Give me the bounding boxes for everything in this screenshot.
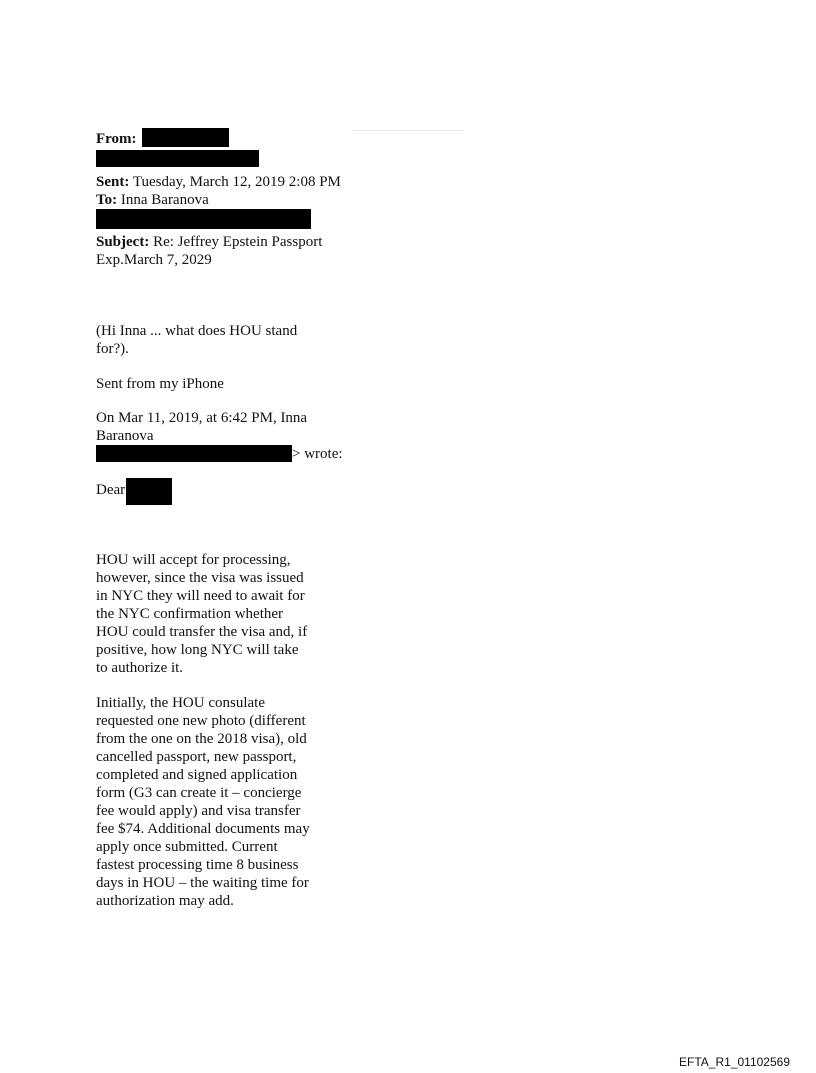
from-label: From: bbox=[96, 131, 137, 147]
body-paragraph-1: HOU will accept for processing, however, since the visa was issued in NYC they will need to await for the NYC confirmation whether HOU could transfer the visa and, if positive, how long NYC will take to authorize it. bbox=[96, 552, 308, 676]
redaction-block bbox=[96, 209, 311, 229]
wrote-text: > wrote: bbox=[292, 446, 343, 462]
from-line bbox=[96, 130, 346, 150]
body-paragraph-2: Initially, the HOU consulate requested one new photo (different from the one on the 2018 visa), old cancelled passport, new passport, completed and signed application form (G3 can create it – concierge fee would apply) and visa transfer fee $74. Additional documents may apply once submitted. Current fastest processing time 8 business days in HOU – the waiting time for authorization may add. bbox=[96, 695, 310, 909]
greeting-text: Dear bbox=[96, 482, 126, 498]
sent-label: Sent: bbox=[96, 174, 130, 190]
subject-label: Subject: bbox=[96, 234, 150, 250]
quote-address-line bbox=[96, 445, 346, 463]
sent-value: Tuesday, March 12, 2019 2:08 PM bbox=[132, 174, 341, 190]
email-header bbox=[96, 128, 346, 269]
email-column bbox=[96, 128, 346, 910]
redaction-block bbox=[142, 128, 229, 147]
redaction-block bbox=[96, 150, 259, 167]
subject-line bbox=[96, 233, 346, 269]
to-label: To: bbox=[96, 192, 118, 208]
document-id: EFTA_R1_01102569 bbox=[679, 1055, 790, 1069]
quote-intro-text bbox=[96, 409, 331, 445]
sent-line bbox=[96, 173, 346, 191]
quote-intro: On Mar 11, 2019, at 6:42 PM, Inna Baranova bbox=[96, 410, 308, 444]
from-address-line bbox=[96, 150, 346, 169]
subject-value: Re: Jeffrey Epstein Passport Exp.March 7, 2029 bbox=[96, 234, 323, 268]
to-address-line bbox=[96, 209, 346, 229]
question-text: (Hi Inna ... what does HOU stand for?). bbox=[96, 323, 298, 357]
redaction-block bbox=[126, 478, 172, 505]
greeting-line bbox=[96, 478, 346, 506]
signature-text: Sent from my iPhone bbox=[96, 376, 224, 392]
redaction-block bbox=[96, 445, 292, 462]
to-value: Inna Baranova bbox=[120, 192, 209, 208]
faint-divider bbox=[352, 130, 464, 131]
to-line bbox=[96, 191, 346, 209]
